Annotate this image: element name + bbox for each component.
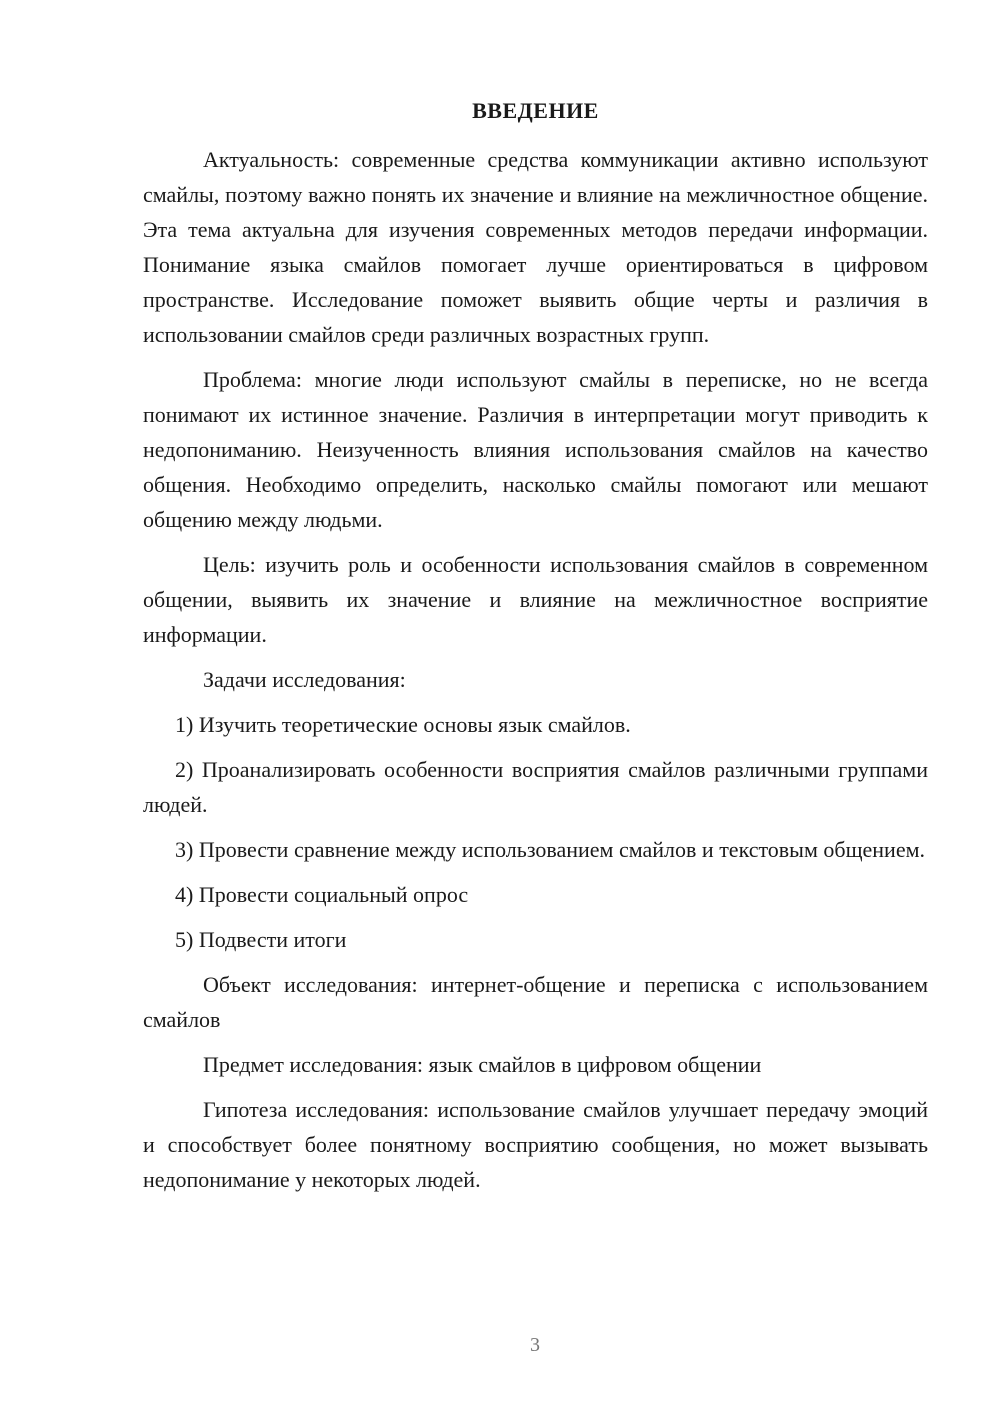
- page-number: 3: [530, 1334, 540, 1356]
- task-item-1: 1) Изучить теоретические основы язык смайлов.: [175, 712, 631, 737]
- problem-paragraph: Проблема: многие люди используют смайлы в переписке, но не всегда понимают их истинное значение. Различия в интерпретации могут приводить к недопониманию. Неизученность влияния использования смайлов на качество общения. Необходимо определить, насколько смайлы помогают или мешают общению между людьми.: [143, 367, 928, 532]
- task-item-3: 3) Провести сравнение между использованием смайлов и текстовым общением.: [175, 837, 926, 862]
- object-paragraph: Объект исследования: интернет-общение и переписка с использованием смайлов: [143, 972, 928, 1032]
- relevance-paragraph: Актуальность: современные средства коммуникации активно используют смайлы, поэтому важно понять их значение и влияние на межличностное общение. Эта тема актуальна для изучения современных методов передачи информации. Понимание языка смайлов помогает лучше ориентироваться в цифровом пространстве. Исследование поможет выявить общие черты и различия в использовании смайлов среди различных возрастных групп.: [143, 147, 928, 347]
- hypothesis-paragraph: Гипотеза исследования: использование смайлов улучшает передачу эмоций и способствует более понятному восприятию сообщения, но может вызывать недопонимание у некоторых людей.: [143, 1097, 928, 1192]
- page-content: [143, 96, 928, 1207]
- task-item-2: 2) Проанализировать особенности восприятия смайлов различными группами людей.: [143, 757, 928, 817]
- tasks-heading: Задачи исследования:: [203, 667, 406, 692]
- goal-paragraph: Цель: изучить роль и особенности использования смайлов в современном общении, выявить их значение и влияние на межличностное восприятие информации.: [143, 552, 928, 647]
- subject-paragraph: Предмет исследования: язык смайлов в цифровом общении: [203, 1052, 762, 1077]
- section-title: ВВЕДЕНИЕ: [472, 98, 599, 123]
- task-item-5: 5) Подвести итоги: [175, 927, 347, 952]
- task-item-4: 4) Провести социальный опрос: [175, 882, 469, 907]
